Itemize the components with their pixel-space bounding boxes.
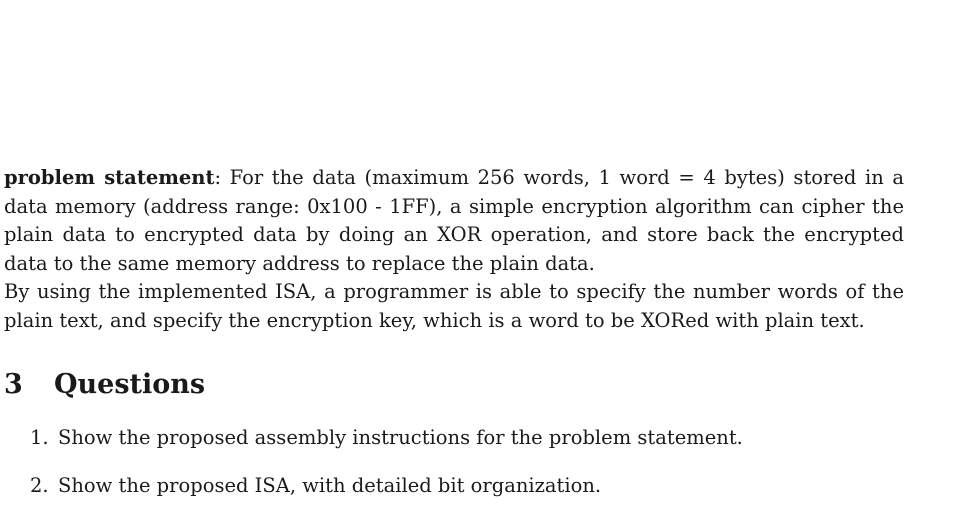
question-number: 1. xyxy=(30,426,49,449)
problem-paragraph-1 xyxy=(4,164,904,278)
list-item xyxy=(30,426,910,474)
problem-statement-text: : For the data (maximum 256 words, 1 word = 4 bytes) stored in a data memory (address range: 0x100 - 1FF), a simple encryption algorithm can cipher the plain data to encrypted data by doing an XOR operation, and store back the encrypted data to the same memory address to replace the plain data. xyxy=(4,166,905,275)
section-number: 3 xyxy=(4,369,23,400)
section-heading xyxy=(4,369,205,400)
list-item xyxy=(30,474,910,522)
question-number: 2. xyxy=(30,474,49,497)
question-text: Show the proposed assembly instructions for the problem statement. xyxy=(58,426,743,449)
problem-paragraph-2: By using the implemented ISA, a programmer is able to specify the number words of the plain text, and specify the encryption key, which is a word to be XORed with plain text. xyxy=(4,280,904,332)
problem-statement-label: problem statement xyxy=(4,166,215,189)
question-text: Show the proposed ISA, with detailed bit organization. xyxy=(58,474,602,497)
problem-statement xyxy=(4,164,904,335)
section-title: Questions xyxy=(54,369,206,400)
